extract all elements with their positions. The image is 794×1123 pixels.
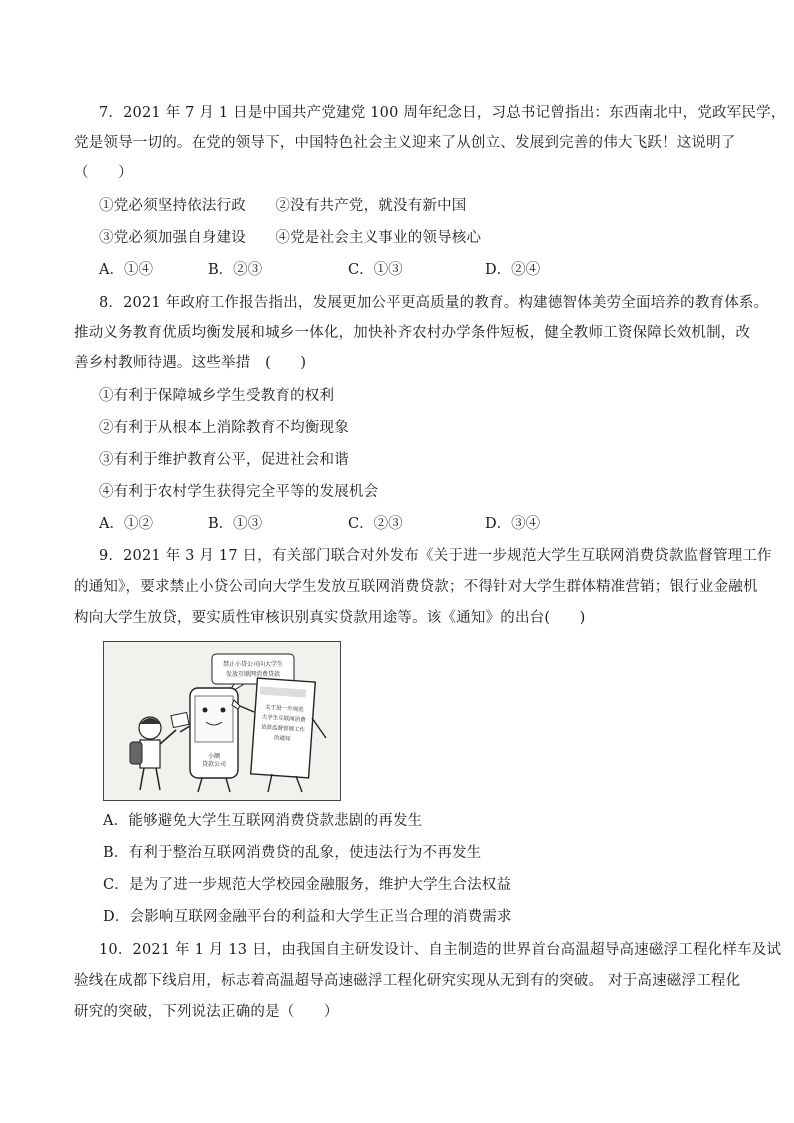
cartoon-doc-label-1: 关于进一步规范 <box>264 704 304 714</box>
q7-option-d[interactable]: D．②④ <box>485 262 541 278</box>
q8-option-b[interactable]: B．①③ <box>208 516 263 532</box>
cartoon-drawing <box>104 642 340 800</box>
q8-statement-2: ②有利于从根本上消除教育不均衡现象 <box>99 420 349 436</box>
q10-stem-line-1: 10．2021 年 1 月 13 日，由我国自主研发设计、自主制造的世界首台高温超导高速磁浮工程化样车及试 <box>99 942 782 958</box>
cartoon-doc-label-3: 贷款监督管理工作 <box>260 724 306 734</box>
q8-option-c[interactable]: C．②③ <box>348 516 403 532</box>
q9-option-b[interactable]: B．有利于整治互联网消费贷的乱象，使违法行为不再发生 <box>103 845 482 861</box>
cartoon-phone-label-1: 小额 <box>207 753 221 760</box>
q9-stem-line-2: 的通知》，要求禁止小贷公司向大学生发放互联网消费贷款；不得针对大学生群体精准营销；银行业金融机 <box>74 579 758 595</box>
q9-option-c[interactable]: C．是为了进一步规范大学校园金融服务，维护大学生合法权益 <box>103 877 512 893</box>
q7-option-a[interactable]: A．①④ <box>99 262 153 278</box>
q8-option-d[interactable]: D．③④ <box>485 516 541 532</box>
q8-statement-3: ③有利于维护教育公平，促进社会和谐 <box>99 452 349 468</box>
q10-stem-line-2: 验线在成都下线启用，标志着高温超导高速磁浮工程化研究实现从无到有的突破。 对于高速磁浮工程化 <box>74 973 741 989</box>
q9-stem-line-3: 构向大学生放贷，要实质性审核识别真实贷款用途等。该《通知》的出台( ) <box>74 610 586 626</box>
q7-statements-1: ①党必须坚持依法行政 ②没有共产党，就没有新中国 <box>99 198 467 214</box>
q8-options <box>99 514 699 534</box>
q7-option-b[interactable]: B．②③ <box>208 262 263 278</box>
cartoon-bubble-line-1: 禁止小贷公司向大学生 <box>222 661 284 668</box>
q8-stem-line-2: 推动义务教育优质均衡发展和城乡一体化，加快补齐农村办学条件短板，健全教师工资保障长效机制，改 <box>74 325 751 341</box>
q9-stem-line-1: 9．2021 年 3 月 17 日，有关部门联合对外发布《关于进一步规范大学生互联网消费贷款监督管理工作 <box>99 548 772 564</box>
q7-statements-2: ③党必须加强自身建设 ④党是社会主义事业的领导核心 <box>99 230 482 246</box>
q8-stem-line-1: 8．2021 年政府工作报告指出，发展更加公平更高质量的教育。构建德智体美劳全面培养的教育体系。 <box>99 295 769 311</box>
q7-stem-line-2: 党是领导一切的。在党的领导下，中国特色社会主义迎来了从创立、发展到完善的伟大飞跃！这说明了 <box>74 135 736 151</box>
q8-option-a[interactable]: A．①② <box>99 516 153 532</box>
q7-options <box>99 260 699 280</box>
cartoon-bubble-line-2: 发放互联网消费贷款 <box>225 671 281 678</box>
cartoon-doc-label-2: 大学生互联网消费 <box>261 714 306 724</box>
q7-stem-line-1: 7．2021 年 7 月 1 日是中国共产党建党 100 周年纪念日，习总书记曾指出：东西南北中，党政军民学， <box>99 105 786 121</box>
q9-option-d[interactable]: D．会影响互联网金融平台的利益和大学生正当合理的消费需求 <box>103 909 512 925</box>
cartoon-doc-label-4: 的通知 <box>273 735 291 743</box>
q9-cartoon-illustration <box>103 641 341 801</box>
q8-statement-4: ④有利于农村学生获得完全平等的发展机会 <box>99 484 379 500</box>
q7-option-c[interactable]: C．①③ <box>348 262 403 278</box>
q7-stem-line-3: （ ） <box>74 165 133 181</box>
q8-stem-line-3: 善乡村教师待遇。这些举措 ( ) <box>74 355 307 371</box>
q10-stem-line-3: 研究的突破，下列说法正确的是（ ） <box>74 1004 339 1020</box>
q8-statement-1: ①有利于保障城乡学生受教育的权利 <box>99 388 335 404</box>
cartoon-phone-label-2: 贷款公司 <box>201 761 227 768</box>
q9-option-a[interactable]: A．能够避免大学生互联网消费贷款悲剧的再发生 <box>103 813 423 829</box>
